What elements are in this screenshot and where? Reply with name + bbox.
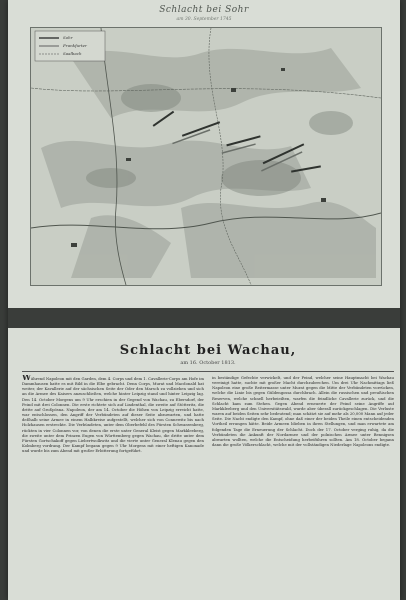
heading-rule: [22, 371, 394, 372]
map-legend-entry: Saalbach: [63, 51, 82, 56]
page-gap: [8, 308, 400, 328]
map-subtitle: am 30. September 1745: [176, 17, 232, 22]
lower-page: [22, 333, 394, 595]
book-spread: [8, 0, 400, 600]
battle-map: [30, 27, 382, 286]
drop-cap: W: [22, 375, 31, 382]
article-column-left: [22, 375, 204, 595]
map-drawing: [31, 28, 381, 285]
article-column-right: in beständige Gefechte verwickelt, und der Feind, welcher seine Hauptmacht bei Wachau vereinigt hatte, suchte mit großer Macht durchzubrechen. Um drei Uhr Nachmittags ließ Napoleon eine große Reitermasse unter Murat gegen die Mitte der Verbündeten vorrücken, welche die Linie bis gegen Güldengossa durchbrach. Allein die russischen und preußischen Reserven, welche schnell herbeieilten, warfen die feindliche Cavallerie zurück, und die Schlacht kam zum Stehen. Gegen Abend erneuerte der Feind seine Angriffe auf Markkleeberg und den Universitätswald, wurde aber überall zurückgeschlagen. Die Verluste waren auf beiden Seiten sehr bedeutend; man schätzt sie auf mehr als 20,000 Mann auf jeder Seite. Die Nacht endigte den Kampf, ohne daß einer der beiden Theile einen entscheidenden Vortheil errungen hätte. Beide Armeen blieben in ihren Stellungen, und man erwartete am folgenden Tage die Erneuerung der Schlacht. Doch der 17. October verging ruhig, da die Verbündeten die Ankunft der Nordarmee und der polnischen Armee unter Bennigsen abwarten wollten, welche die Entscheidung herbeiführen sollten. Am 18. October begann dann die große Völkerschlacht, welche mit der vollständigen Niederlage Napoleons endigte.: [212, 375, 394, 448]
map-legend-entry: Frankfurter: [63, 43, 87, 48]
article-subheading: am 16. October 1813.: [180, 360, 236, 366]
map-title: Schlacht bei Sohr: [159, 5, 249, 15]
article-heading: Schlacht bei Wachau,: [119, 343, 297, 358]
article-columns: [22, 375, 394, 595]
map-legend-entry: Sohr: [63, 35, 73, 40]
column-text: ährend Napoleon mit den Garden, dem 4. Corps und dem 1. Cavallerie-Corps am Hofe im Dammhausen hatte es mit Bild in die Elbe gebracht. Denn Corps, Murat und Macdonald hat weiter, der Kavallerie auf der sächsischen Seite der Oder den Marsch zu vollziehen und sich an die Armee des Kaisers anzuschließen, welche hinter Leipzig stand und hinter Leipzig lag. Den 14. October Morgens um 9 Uhr erschien in der Gegend von Wachau, zu Ebersdorf, der Feind mit drei Colonnen. Die erste richtete sich auf Lindenthal, die zweite auf Stötteritz, die dritte auf Großpösna. Napoleon, der am 14. October die Höhen von Leipzig erreicht hatte, war entschlossen, den Angriff der Verbündeten auf dieser Seite abzuwarten, und hatte deßhalb seine Armee in einem Halbkreise aufgestellt, welcher sich von Connewitz bis nach Holzhausen erstreckte. Die Verbündeten, unter dem Oberbefehl des Fürsten Schwarzenberg, rückten in vier Colonnen vor, von denen die erste unter General Kleist gegen Markkleeberg, die zweite unter dem Prinzen Eugen von Württemberg gegen Wachau, die dritte unter dem Fürsten Gortschakoff gegen Liebertwolkwitz und die vierte unter General Klenau gegen den Kolmberg vordrang. Der Kampf begann gegen 9 Uhr Morgens mit einer heftigen Kanonade und wurde bis zum Abend mit großer Erbitterung fortgeführt.: [22, 376, 204, 454]
